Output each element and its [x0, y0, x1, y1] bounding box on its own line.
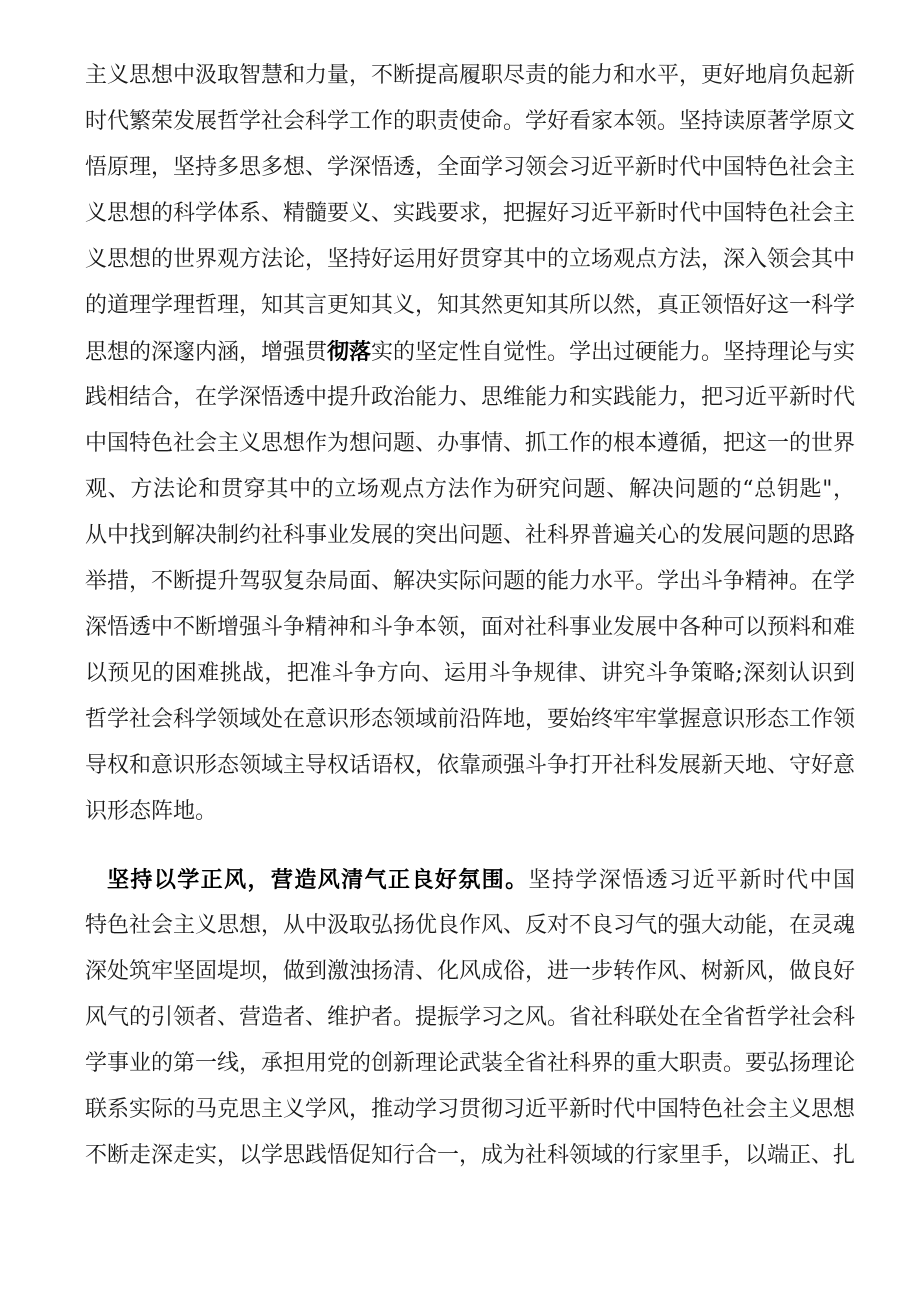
text-line: 主义思想中汲取智慧和力量，不断提高履职尽责的能力和水平，更好地肩负起新 [85, 63, 855, 88]
text-line: 时代繁荣发展哲学社会科学工作的职责使命。学好看家本领。坚持读原著学原文 [85, 109, 855, 134]
text-segment: 思想的深邃内涵，增强贯 [85, 340, 328, 365]
text-line: 中国特色社会主义思想作为想问题、办事情、抓工作的根本遵循，把这一的世界 [85, 431, 855, 456]
text-line: 义思想的世界观方法论，坚持好运用好贯穿其中的立场观点方法，深入领会其中 [85, 247, 855, 272]
text-segment: 坚持学深悟透习近平新时代中国 [528, 868, 855, 893]
text-segment: 实的坚定性自觉性。学出过硬能力。坚持理论与实 [371, 340, 855, 365]
paragraph-heading: 坚持以学正风，营造风清气正良好氛围。 [107, 867, 529, 893]
text-line: 的道理学理哲理，知其言更知其义，知其然更知其所以然，真正领悟好这一科学 [85, 293, 855, 318]
text-line [85, 332, 855, 372]
text-line: 识形态阵地。 [85, 799, 218, 824]
text-line: 不断走深走实，以学思践悟促知行合一，成为社科领域的行家里手，以端正、扎 [85, 1143, 855, 1168]
text-line: 联系实际的马克思主义学风，推动学习贯彻习近平新时代中国特色社会主义思想 [85, 1097, 855, 1122]
text-line: 悟原理，坚持多思多想、学深悟透，全面学习领会习近平新时代中国特色社会主 [85, 155, 855, 180]
paragraph-heading-line [107, 860, 855, 900]
bold-text-segment: 彻落 [327, 339, 372, 365]
text-line: 深处筑牢坚固堤坝，做到激浊扬清、化风成俗，进一步转作风、树新风，做良好 [85, 959, 855, 984]
text-line: 深悟透中不断增强斗争精神和斗争本领，面对社科事业发展中各种可以预料和难 [85, 615, 855, 640]
text-line: 从中找到解决制约社科事业发展的突出问题、社科界普遍关心的发展问题的思路 [85, 523, 855, 548]
text-line: 风气的引领者、营造者、维护者。提振学习之风。省社科联处在全省哲学社会科 [85, 1005, 855, 1030]
text-line: 导权和意识形态领域主导权话语权，依靠顽强斗争打开社科发展新天地、守好意 [85, 753, 855, 778]
text-line: 义思想的科学体系、精髓要义、实践要求，把握好习近平新时代中国特色社会主 [85, 201, 855, 226]
text-line: 哲学社会科学领域处在意识形态领域前沿阵地，要始终牢牢掌握意识形态工作领 [85, 707, 855, 732]
text-line: 特色社会主义思想，从中汲取弘扬优良作风、反对不良习气的强大动能，在灵魂 [85, 913, 855, 938]
text-line: 观、方法论和贯穿其中的立场观点方法作为研究问题、解决问题的“总钥匙"， [85, 477, 855, 502]
text-line: 学事业的第一线，承担用党的创新理论武装全省社科界的重大职责。要弘扬理论 [85, 1051, 855, 1076]
text-line: 举措，不断提升驾驭复杂局面、解决实际问题的能力水平。学出斗争精神。在学 [85, 569, 855, 594]
text-line: 践相结合，在学深悟透中提升政治能力、思维能力和实践能力，把习近平新时代 [85, 385, 855, 410]
text-line: 以预见的困难挑战，把准斗争方向、运用斗争规律、讲究斗争策略;深刻认识到 [85, 661, 855, 686]
